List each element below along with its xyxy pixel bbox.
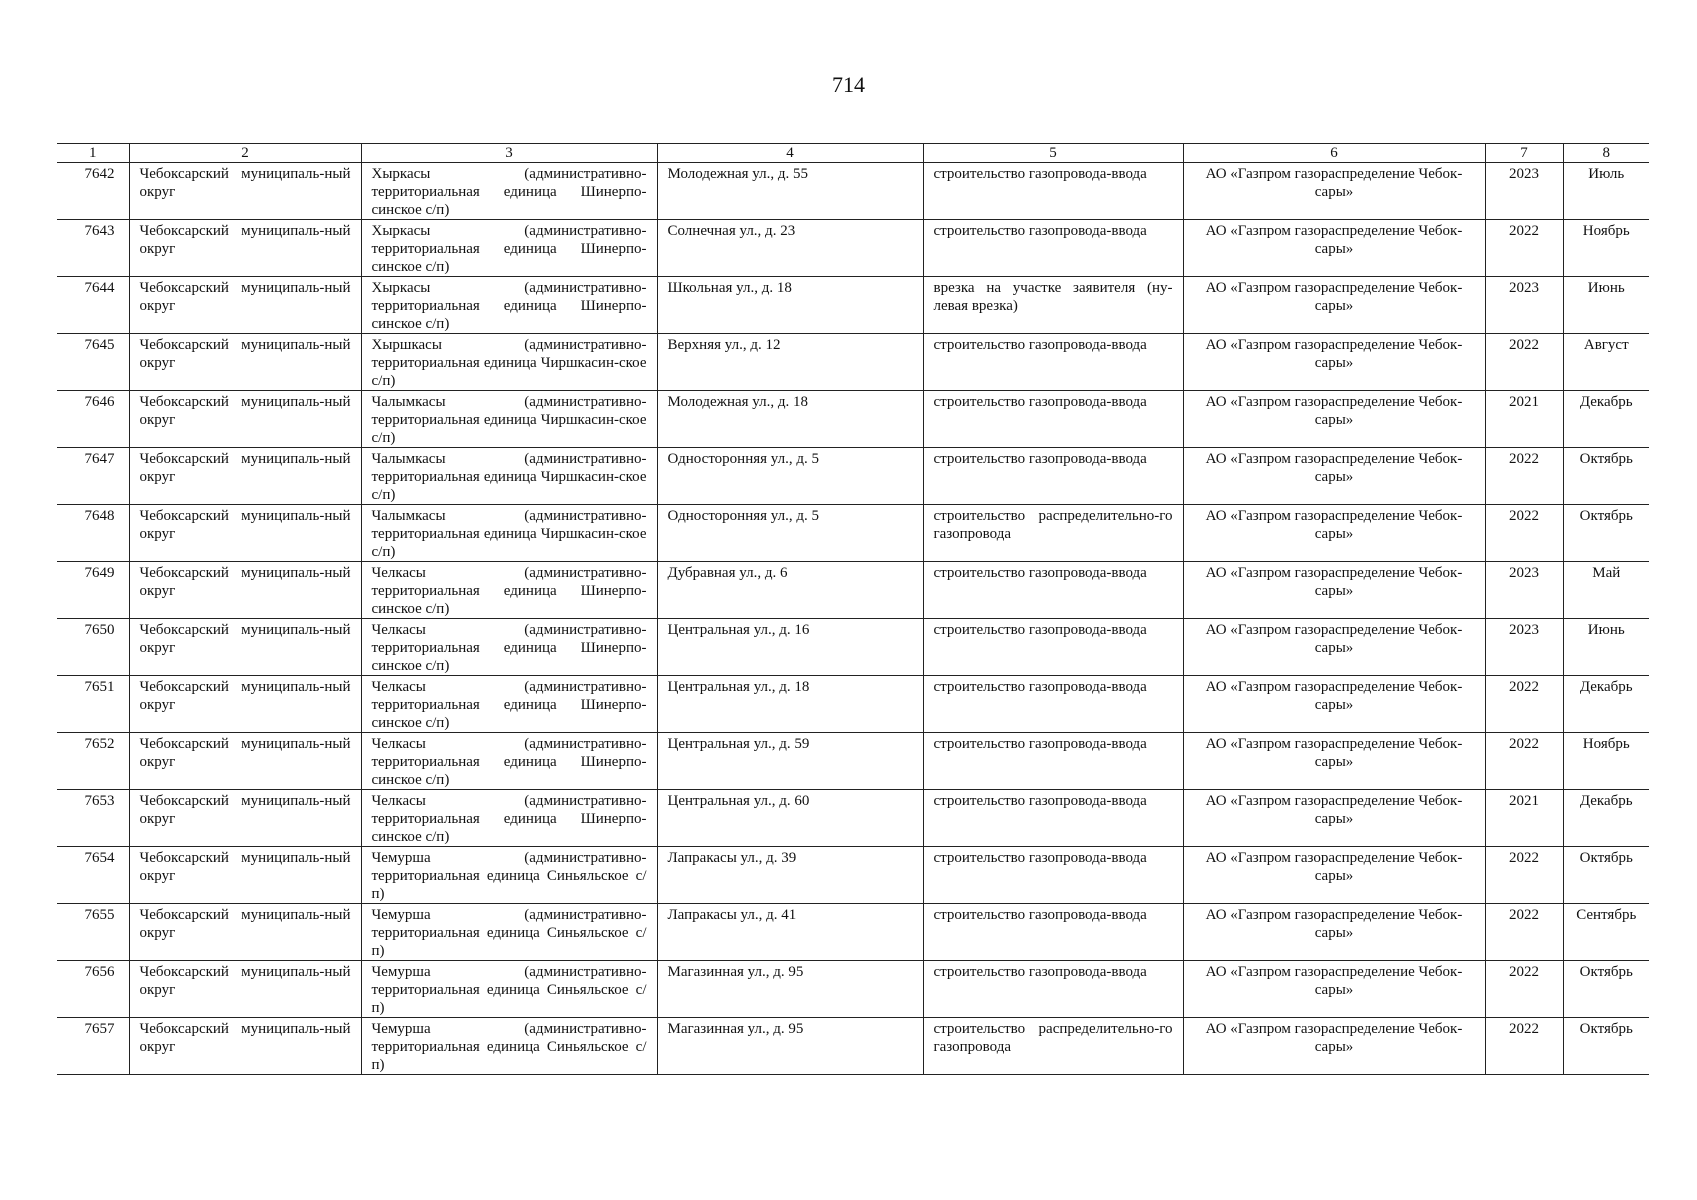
month-cell: Август [1563,334,1649,391]
row-number-cell: 7654 [57,847,129,904]
month-cell: Июнь [1563,277,1649,334]
locality-cell: Хыркасы (административно-территориальная единица Шинерпо-синское с/п) [361,220,657,277]
address-cell: Верхняя ул., д. 12 [657,334,923,391]
row-number-cell: 7645 [57,334,129,391]
organization-cell: АО «Газпром газораспределение Чебок-сары» [1183,733,1485,790]
row-number-cell: 7647 [57,448,129,505]
locality-cell: Челкасы (административно-территориальная единица Шинерпо-синское с/п) [361,790,657,847]
locality-cell: Челкасы (административно-территориальная единица Шинерпо-синское с/п) [361,733,657,790]
locality-cell: Хыршкасы (административно-территориальная единица Чиршкасин-ское с/п) [361,334,657,391]
year-cell: 2023 [1485,277,1563,334]
organization-cell: АО «Газпром газораспределение Чебок-сары» [1183,220,1485,277]
work-type-cell: строительство газопровода-ввода [923,619,1183,676]
address-cell: Центральная ул., д. 59 [657,733,923,790]
page-number: 714 [832,72,865,97]
locality-cell: Чемурша (административно-территориальная единица Синьяльское с/п) [361,1018,657,1075]
year-cell: 2021 [1485,391,1563,448]
locality-cell: Челкасы (административно-территориальная единица Шинерпо-синское с/п) [361,619,657,676]
organization-cell: АО «Газпром газораспределение Чебок-сары» [1183,676,1485,733]
district-cell: Чебоксарский муниципаль-ный округ [129,676,361,733]
column-header: 2 [129,144,361,163]
month-cell: Декабрь [1563,676,1649,733]
organization-cell: АО «Газпром газораспределение Чебок-сары» [1183,1018,1485,1075]
column-header: 8 [1563,144,1649,163]
work-type-cell: строительство газопровода-ввода [923,163,1183,220]
row-number-cell: 7643 [57,220,129,277]
table-row [57,790,1649,847]
row-number-cell: 7644 [57,277,129,334]
year-cell: 2022 [1485,847,1563,904]
work-type-cell: врезка на участке заявителя (ну-левая врезка) [923,277,1183,334]
year-cell: 2022 [1485,733,1563,790]
year-cell: 2022 [1485,676,1563,733]
table-row [57,334,1649,391]
work-type-cell: строительство газопровода-ввода [923,961,1183,1018]
row-number-cell: 7642 [57,163,129,220]
row-number-cell: 7650 [57,619,129,676]
month-cell: Сентябрь [1563,904,1649,961]
row-number-cell: 7652 [57,733,129,790]
work-type-cell: строительство газопровода-ввода [923,790,1183,847]
month-cell: Июнь [1563,619,1649,676]
district-cell: Чебоксарский муниципаль-ный округ [129,790,361,847]
table-row [57,562,1649,619]
address-cell: Солнечная ул., д. 23 [657,220,923,277]
locality-cell: Чалымкасы (административно-территориальная единица Чиршкасин-ское с/п) [361,505,657,562]
locality-cell: Челкасы (административно-территориальная единица Шинерпо-синское с/п) [361,676,657,733]
year-cell: 2022 [1485,1018,1563,1075]
year-cell: 2022 [1485,220,1563,277]
work-type-cell: строительство газопровода-ввода [923,904,1183,961]
district-cell: Чебоксарский муниципаль-ный округ [129,334,361,391]
year-cell: 2022 [1485,961,1563,1018]
year-cell: 2023 [1485,562,1563,619]
month-cell: Ноябрь [1563,220,1649,277]
column-header: 6 [1183,144,1485,163]
district-cell: Чебоксарский муниципаль-ный округ [129,619,361,676]
column-header: 5 [923,144,1183,163]
year-cell: 2023 [1485,619,1563,676]
table-row [57,733,1649,790]
table-row [57,163,1649,220]
table-row [57,847,1649,904]
address-cell: Школьная ул., д. 18 [657,277,923,334]
work-type-cell: строительство газопровода-ввода [923,562,1183,619]
year-cell: 2022 [1485,448,1563,505]
row-number-cell: 7648 [57,505,129,562]
year-cell: 2022 [1485,904,1563,961]
work-type-cell: строительство газопровода-ввода [923,733,1183,790]
district-cell: Чебоксарский муниципаль-ный округ [129,733,361,790]
district-cell: Чебоксарский муниципаль-ный округ [129,847,361,904]
table-row [57,505,1649,562]
address-cell: Молодежная ул., д. 18 [657,391,923,448]
locality-cell: Чемурша (административно-территориальная единица Синьяльское с/п) [361,904,657,961]
organization-cell: АО «Газпром газораспределение Чебок-сары» [1183,847,1485,904]
work-type-cell: строительство газопровода-ввода [923,220,1183,277]
organization-cell: АО «Газпром газораспределение Чебок-сары» [1183,790,1485,847]
work-type-cell: строительство газопровода-ввода [923,391,1183,448]
column-header: 1 [57,144,129,163]
row-number-cell: 7649 [57,562,129,619]
month-cell: Октябрь [1563,1018,1649,1075]
address-cell: Центральная ул., д. 60 [657,790,923,847]
month-cell: Декабрь [1563,391,1649,448]
address-cell: Центральная ул., д. 16 [657,619,923,676]
locality-cell: Чалымкасы (административно-территориальная единица Чиршкасин-ское с/п) [361,448,657,505]
table-row [57,676,1649,733]
address-cell: Односторонняя ул., д. 5 [657,448,923,505]
organization-cell: АО «Газпром газораспределение Чебок-сары» [1183,505,1485,562]
district-cell: Чебоксарский муниципаль-ный округ [129,277,361,334]
organization-cell: АО «Газпром газораспределение Чебок-сары» [1183,961,1485,1018]
row-number-cell: 7646 [57,391,129,448]
district-cell: Чебоксарский муниципаль-ный округ [129,505,361,562]
address-cell: Дубравная ул., д. 6 [657,562,923,619]
locality-cell: Чалымкасы (административно-территориальная единица Чиршкасин-ское с/п) [361,391,657,448]
work-type-cell: строительство распределительно-го газопровода [923,505,1183,562]
gasification-table [57,143,1649,1075]
locality-cell: Хыркасы (административно-территориальная единица Шинерпо-синское с/п) [361,163,657,220]
district-cell: Чебоксарский муниципаль-ный округ [129,961,361,1018]
locality-cell: Чемурша (административно-территориальная единица Синьяльское с/п) [361,961,657,1018]
work-type-cell: строительство газопровода-ввода [923,334,1183,391]
address-cell: Центральная ул., д. 18 [657,676,923,733]
address-cell: Односторонняя ул., д. 5 [657,505,923,562]
month-cell: Июль [1563,163,1649,220]
locality-cell: Челкасы (административно-территориальная единица Шинерпо-синское с/п) [361,562,657,619]
address-cell: Лапракасы ул., д. 39 [657,847,923,904]
month-cell: Октябрь [1563,847,1649,904]
organization-cell: АО «Газпром газораспределение Чебок-сары» [1183,334,1485,391]
row-number-cell: 7651 [57,676,129,733]
column-header: 4 [657,144,923,163]
row-number-cell: 7655 [57,904,129,961]
district-cell: Чебоксарский муниципаль-ный округ [129,562,361,619]
year-cell: 2022 [1485,505,1563,562]
district-cell: Чебоксарский муниципаль-ный округ [129,391,361,448]
year-cell: 2021 [1485,790,1563,847]
table-row [57,277,1649,334]
year-cell: 2023 [1485,163,1563,220]
organization-cell: АО «Газпром газораспределение Чебок-сары» [1183,619,1485,676]
year-cell: 2022 [1485,334,1563,391]
work-type-cell: строительство газопровода-ввода [923,847,1183,904]
row-number-cell: 7653 [57,790,129,847]
address-cell: Молодежная ул., д. 55 [657,163,923,220]
month-cell: Май [1563,562,1649,619]
locality-cell: Чемурша (административно-территориальная единица Синьяльское с/п) [361,847,657,904]
table-body [57,163,1649,1075]
address-cell: Магазинная ул., д. 95 [657,1018,923,1075]
district-cell: Чебоксарский муниципаль-ный округ [129,163,361,220]
organization-cell: АО «Газпром газораспределение Чебок-сары» [1183,448,1485,505]
row-number-cell: 7656 [57,961,129,1018]
organization-cell: АО «Газпром газораспределение Чебок-сары» [1183,562,1485,619]
district-cell: Чебоксарский муниципаль-ный округ [129,904,361,961]
table-row [57,619,1649,676]
work-type-cell: строительство газопровода-ввода [923,448,1183,505]
table-row [57,448,1649,505]
row-number-cell: 7657 [57,1018,129,1075]
month-cell: Октябрь [1563,448,1649,505]
work-type-cell: строительство газопровода-ввода [923,676,1183,733]
table-row [57,961,1649,1018]
month-cell: Октябрь [1563,961,1649,1018]
table-row [57,1018,1649,1075]
month-cell: Ноябрь [1563,733,1649,790]
table-row [57,391,1649,448]
district-cell: Чебоксарский муниципаль-ный округ [129,1018,361,1075]
table-row [57,904,1649,961]
work-type-cell: строительство распределительно-го газопровода [923,1018,1183,1075]
organization-cell: АО «Газпром газораспределение Чебок-сары» [1183,904,1485,961]
address-cell: Лапракасы ул., д. 41 [657,904,923,961]
month-cell: Октябрь [1563,505,1649,562]
organization-cell: АО «Газпром газораспределение Чебок-сары» [1183,277,1485,334]
locality-cell: Хыркасы (административно-территориальная единица Шинерпо-синское с/п) [361,277,657,334]
district-cell: Чебоксарский муниципаль-ный округ [129,448,361,505]
column-number-row [57,144,1649,163]
organization-cell: АО «Газпром газораспределение Чебок-сары» [1183,163,1485,220]
month-cell: Декабрь [1563,790,1649,847]
district-cell: Чебоксарский муниципаль-ный округ [129,220,361,277]
address-cell: Магазинная ул., д. 95 [657,961,923,1018]
organization-cell: АО «Газпром газораспределение Чебок-сары» [1183,391,1485,448]
column-header: 3 [361,144,657,163]
column-header: 7 [1485,144,1563,163]
table-row [57,220,1649,277]
